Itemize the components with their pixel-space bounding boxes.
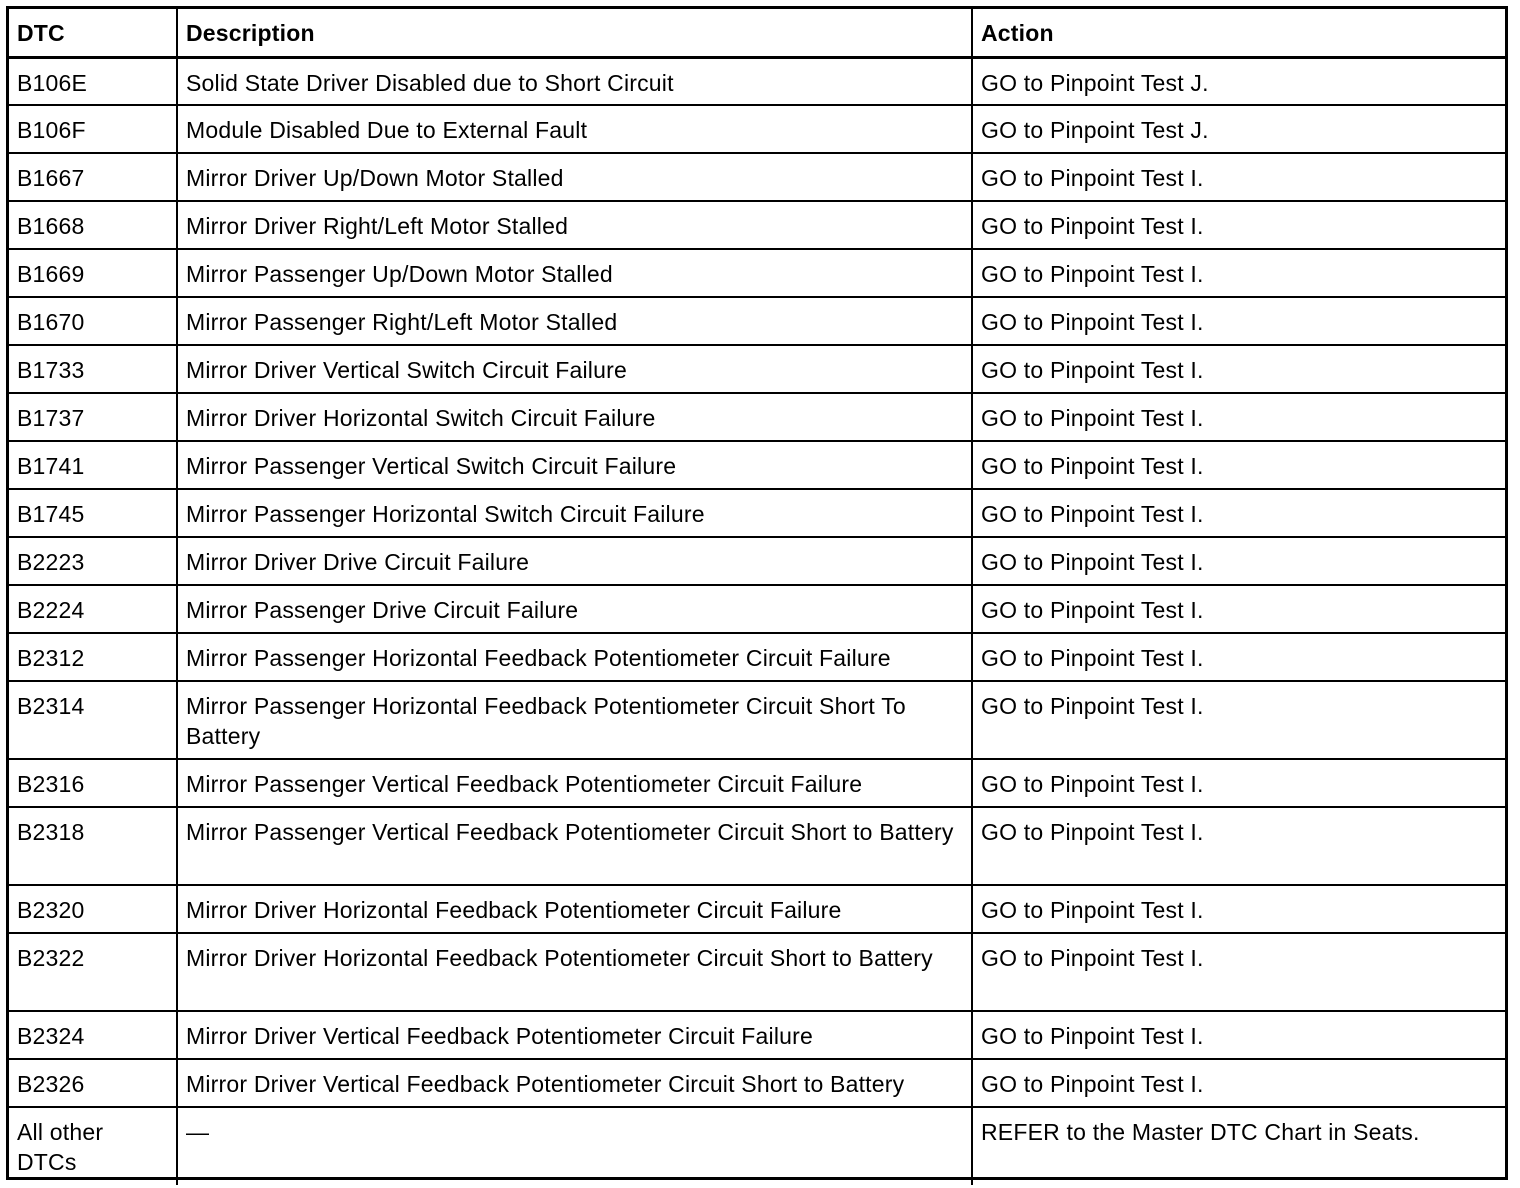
table-row — [9, 759, 1505, 807]
action-cell: GO to Pinpoint Test I. — [972, 345, 1505, 393]
dtc-cell: B1745 — [9, 489, 177, 537]
description-cell: Mirror Driver Drive Circuit Failure — [177, 537, 972, 585]
table-row — [9, 201, 1505, 249]
table-row — [9, 933, 1505, 1011]
header-action: Action — [972, 9, 1505, 57]
action-cell: REFER to the Master DTC Chart in Seats. — [972, 1107, 1505, 1185]
description-cell: Mirror Passenger Horizontal Feedback Potentiometer Circuit Failure — [177, 633, 972, 681]
description-cell: Mirror Driver Horizontal Switch Circuit Failure — [177, 393, 972, 441]
action-cell: GO to Pinpoint Test I. — [972, 933, 1505, 1011]
table-row — [9, 105, 1505, 153]
action-cell: GO to Pinpoint Test I. — [972, 297, 1505, 345]
dtc-cell: All other DTCs — [9, 1107, 177, 1185]
description-cell: Mirror Driver Right/Left Motor Stalled — [177, 201, 972, 249]
description-cell: Mirror Passenger Vertical Switch Circuit Failure — [177, 441, 972, 489]
action-cell: GO to Pinpoint Test I. — [972, 441, 1505, 489]
description-cell: Mirror Driver Vertical Switch Circuit Failure — [177, 345, 972, 393]
table-row — [9, 345, 1505, 393]
dtc-cell: B106F — [9, 105, 177, 153]
description-cell: Mirror Passenger Vertical Feedback Potentiometer Circuit Short to Battery — [177, 807, 972, 885]
table-body — [9, 57, 1505, 1185]
table-row — [9, 1059, 1505, 1107]
action-cell: GO to Pinpoint Test I. — [972, 807, 1505, 885]
dtc-cell: B1737 — [9, 393, 177, 441]
description-cell: — — [177, 1107, 972, 1185]
dtc-cell: B2320 — [9, 885, 177, 933]
dtc-cell: B2223 — [9, 537, 177, 585]
dtc-cell: B1670 — [9, 297, 177, 345]
dtc-cell: B2224 — [9, 585, 177, 633]
table-row — [9, 297, 1505, 345]
action-cell: GO to Pinpoint Test I. — [972, 885, 1505, 933]
action-cell: GO to Pinpoint Test I. — [972, 681, 1505, 759]
dtc-cell: B2316 — [9, 759, 177, 807]
table-row — [9, 585, 1505, 633]
table-row — [9, 633, 1505, 681]
description-cell: Mirror Driver Horizontal Feedback Potentiometer Circuit Failure — [177, 885, 972, 933]
dtc-cell: B2324 — [9, 1011, 177, 1059]
dtc-cell: B2322 — [9, 933, 177, 1011]
description-cell: Mirror Driver Vertical Feedback Potentiometer Circuit Short to Battery — [177, 1059, 972, 1107]
dtc-cell: B1668 — [9, 201, 177, 249]
description-cell: Mirror Passenger Up/Down Motor Stalled — [177, 249, 972, 297]
description-cell: Solid State Driver Disabled due to Short Circuit — [177, 57, 972, 105]
action-cell: GO to Pinpoint Test I. — [972, 1011, 1505, 1059]
table-row — [9, 393, 1505, 441]
table-row — [9, 153, 1505, 201]
dtc-cell: B2326 — [9, 1059, 177, 1107]
dtc-table — [9, 9, 1505, 1185]
dtc-cell: B1669 — [9, 249, 177, 297]
table-row — [9, 807, 1505, 885]
action-cell: GO to Pinpoint Test I. — [972, 393, 1505, 441]
dtc-cell: B2314 — [9, 681, 177, 759]
action-cell: GO to Pinpoint Test J. — [972, 57, 1505, 105]
description-cell: Mirror Passenger Right/Left Motor Stalled — [177, 297, 972, 345]
description-cell: Module Disabled Due to External Fault — [177, 105, 972, 153]
action-cell: GO to Pinpoint Test I. — [972, 585, 1505, 633]
description-cell: Mirror Passenger Drive Circuit Failure — [177, 585, 972, 633]
header-description: Description — [177, 9, 972, 57]
dtc-cell: B2312 — [9, 633, 177, 681]
dtc-cell: B1667 — [9, 153, 177, 201]
description-cell: Mirror Driver Up/Down Motor Stalled — [177, 153, 972, 201]
description-cell: Mirror Driver Vertical Feedback Potentiometer Circuit Failure — [177, 1011, 972, 1059]
description-cell: Mirror Driver Horizontal Feedback Potentiometer Circuit Short to Battery — [177, 933, 972, 1011]
action-cell: GO to Pinpoint Test I. — [972, 537, 1505, 585]
dtc-cell: B1741 — [9, 441, 177, 489]
table-row — [9, 57, 1505, 105]
action-cell: GO to Pinpoint Test I. — [972, 153, 1505, 201]
dtc-cell: B106E — [9, 57, 177, 105]
table-row — [9, 441, 1505, 489]
action-cell: GO to Pinpoint Test I. — [972, 249, 1505, 297]
table-header-row — [9, 9, 1505, 57]
dtc-cell: B1733 — [9, 345, 177, 393]
dtc-table-frame — [6, 6, 1508, 1180]
action-cell: GO to Pinpoint Test I. — [972, 201, 1505, 249]
action-cell: GO to Pinpoint Test J. — [972, 105, 1505, 153]
table-row — [9, 249, 1505, 297]
table-row — [9, 681, 1505, 759]
table-row — [9, 1107, 1505, 1185]
header-dtc: DTC — [9, 9, 177, 57]
table-row — [9, 885, 1505, 933]
description-cell: Mirror Passenger Vertical Feedback Potentiometer Circuit Failure — [177, 759, 972, 807]
description-cell: Mirror Passenger Horizontal Switch Circuit Failure — [177, 489, 972, 537]
table-row — [9, 537, 1505, 585]
table-row — [9, 489, 1505, 537]
dtc-cell: B2318 — [9, 807, 177, 885]
action-cell: GO to Pinpoint Test I. — [972, 759, 1505, 807]
description-cell: Mirror Passenger Horizontal Feedback Potentiometer Circuit Short To Battery — [177, 681, 972, 759]
action-cell: GO to Pinpoint Test I. — [972, 1059, 1505, 1107]
action-cell: GO to Pinpoint Test I. — [972, 489, 1505, 537]
action-cell: GO to Pinpoint Test I. — [972, 633, 1505, 681]
table-row — [9, 1011, 1505, 1059]
